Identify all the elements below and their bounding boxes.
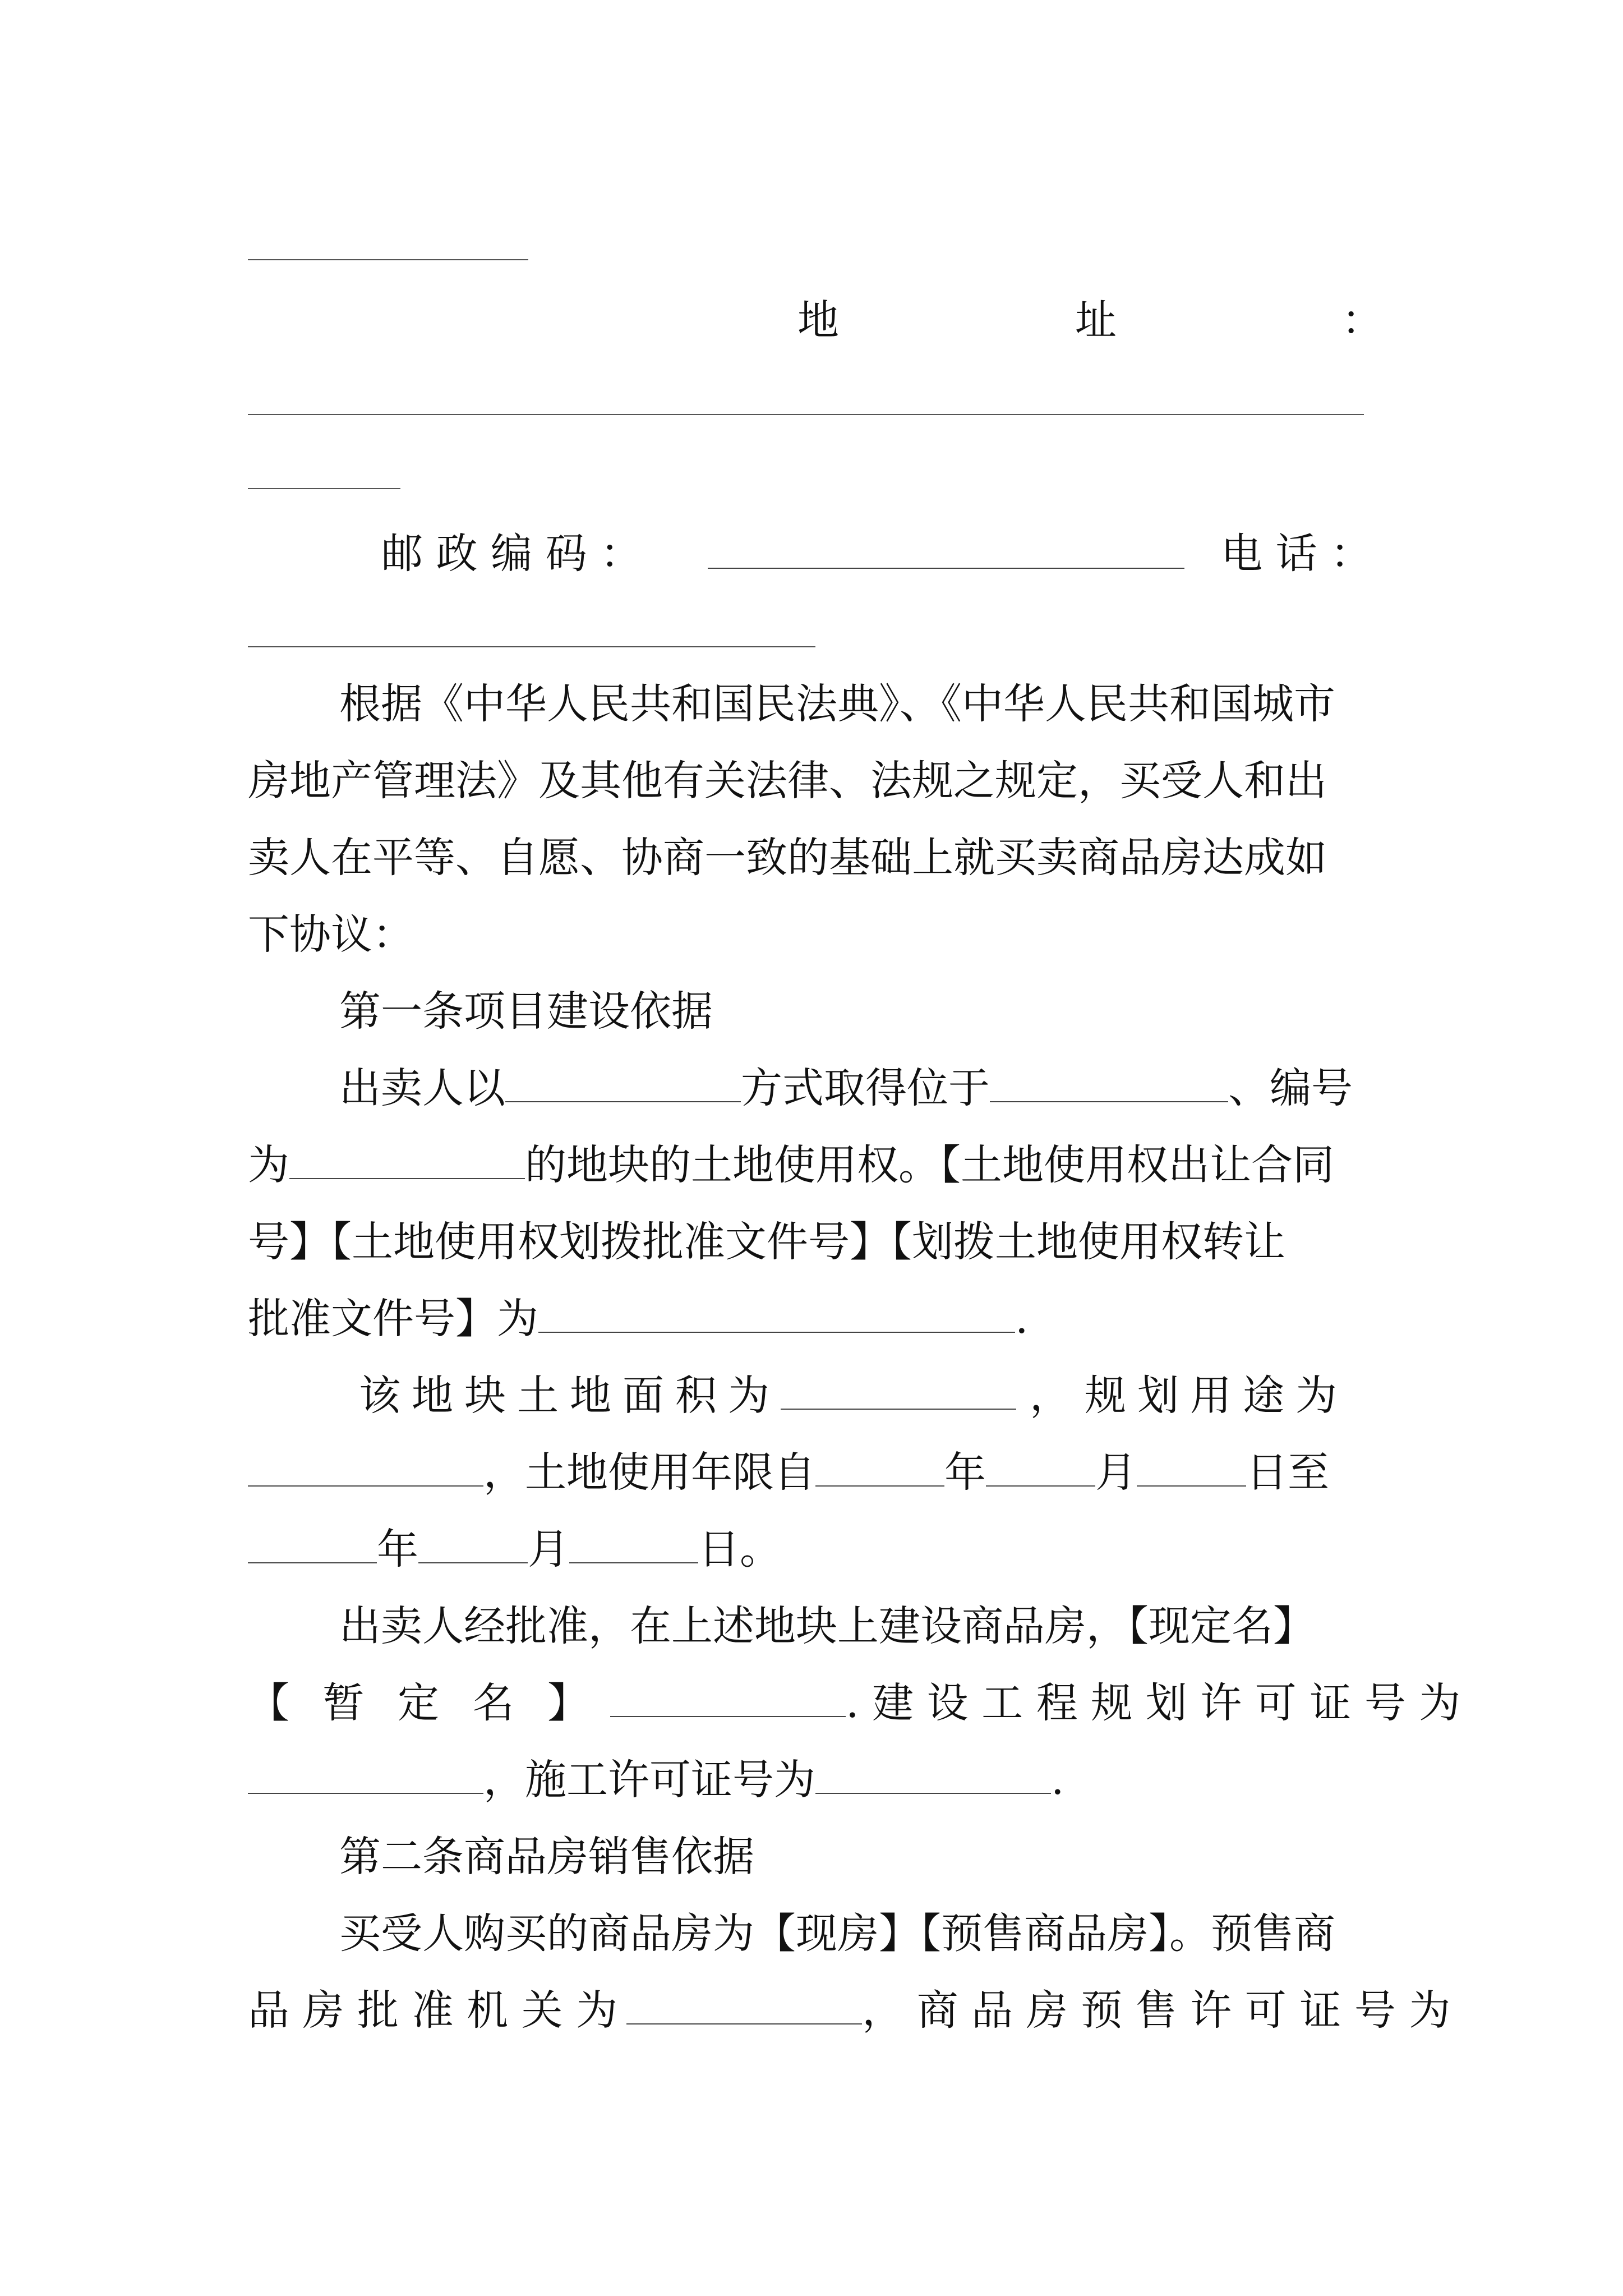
- text-segment: 的地块的土地使用权。【土地使用权出让合同: [525, 1141, 1334, 1189]
- text-segment: 方式取得位于: [741, 1064, 990, 1112]
- text-segment: 出卖人以: [339, 1064, 505, 1112]
- address-blank-line-2: [248, 488, 400, 489]
- text-segment: 批准文件号】为: [248, 1295, 538, 1343]
- preamble-line: 房地产管理法》及其他有关法律、法规之规定，买受人和出: [248, 757, 1327, 805]
- text-segment: 、编号: [1228, 1064, 1353, 1112]
- article-1-p1-line-1: [339, 1057, 1375, 1119]
- text-segment: 月: [1095, 1448, 1137, 1497]
- article-2-title: 第二条商品房销售依据: [339, 1833, 754, 1881]
- blank-field: [815, 1446, 944, 1487]
- text-segment: 日至: [1246, 1448, 1329, 1497]
- blank-field: [1137, 1446, 1246, 1487]
- article-1-p3-line-2: [248, 1672, 1461, 1734]
- postal-code-blank: [708, 528, 1184, 569]
- address-label-row: [248, 289, 1383, 351]
- text-segment: 日。: [698, 1525, 781, 1573]
- blank-field: [781, 1369, 1016, 1410]
- blank-field: [505, 1062, 741, 1102]
- blank-line: [248, 259, 528, 260]
- address-char-2: 址: [1075, 296, 1117, 344]
- preamble-line: 下协议：: [248, 910, 414, 959]
- address-blank-line: [248, 414, 1364, 415]
- article-1-p2-line-1: [359, 1365, 1375, 1427]
- blank-field: [538, 1292, 1015, 1333]
- article-1-p1-line-4: [248, 1288, 1375, 1350]
- article-1-p1-line-3: 号】【土地使用权划拨批准文件号】【划拨土地使用权转让: [248, 1218, 1285, 1266]
- article-1-p3-line-1: 出卖人经批准，在上述地块上建设商品房，【现定名】: [339, 1602, 1315, 1650]
- article-1-p2-line-2: [248, 1442, 1375, 1503]
- blank-field: [986, 1446, 1095, 1487]
- text-segment: . 建 设 工 程 规 划 许 可 证 号 为: [846, 1679, 1461, 1727]
- article-1-p1-line-2: [248, 1134, 1375, 1196]
- article-1-title: 第一条项目建设依据: [339, 987, 713, 1036]
- text-segment: 月: [528, 1525, 569, 1573]
- preamble-line: 根据《中华人民共和国民法典》、《中华人民共和国城市: [339, 680, 1335, 728]
- blank-field: [248, 1523, 377, 1563]
- text-segment: 年: [944, 1448, 986, 1497]
- article-2-p1-line-2: [248, 1980, 1451, 2041]
- postal-phone-row: [248, 523, 1375, 585]
- text-segment: 该地块土地面积为: [359, 1372, 781, 1420]
- blank-field: [418, 1523, 528, 1563]
- text-segment: 【 暂 定 名 】: [248, 1679, 600, 1727]
- article-1-p2-line-3: [248, 1519, 1375, 1580]
- text-segment: ， 商 品 房 预 售 许 可 证 号 为: [862, 1986, 1451, 2035]
- address-char-1: 地: [797, 296, 839, 344]
- preamble-line: 卖人在平等、自愿、协商一致的基础上就买卖商品房达成如: [248, 834, 1327, 882]
- address-colon: ：: [1341, 296, 1383, 344]
- article-2-p1-line-1: 买受人购买的商品房为【现房】【预售商品房】。预售商: [339, 1910, 1335, 1958]
- postal-code-label: 邮 政 编 码 ：: [381, 530, 642, 578]
- text-segment: ，: [1030, 1372, 1071, 1420]
- blank-field: [289, 1139, 525, 1179]
- text-segment: .: [1015, 1295, 1029, 1343]
- text-segment: ，土地使用年限自: [483, 1448, 815, 1497]
- text-segment: ，施工许可证号为: [483, 1756, 815, 1804]
- blank-field: [815, 1754, 1051, 1794]
- blank-field: [626, 1984, 862, 2024]
- article-1-p3-line-3: [248, 1749, 1375, 1811]
- text-segment: 规划用途为: [1085, 1372, 1348, 1420]
- blank-field: [990, 1062, 1228, 1102]
- text-segment: 为: [248, 1141, 289, 1189]
- phone-label: 电 话 ：: [1221, 530, 1372, 578]
- blank-field: [248, 1446, 483, 1487]
- text-segment: 品 房 批 准 机 关 为: [248, 1986, 618, 2035]
- text-segment: .: [1051, 1756, 1064, 1804]
- blank-field: [248, 1754, 483, 1794]
- blank-field: [610, 1677, 846, 1717]
- phone-blank-line: [248, 646, 815, 647]
- blank-field: [569, 1523, 698, 1563]
- text-segment: 年: [377, 1525, 418, 1573]
